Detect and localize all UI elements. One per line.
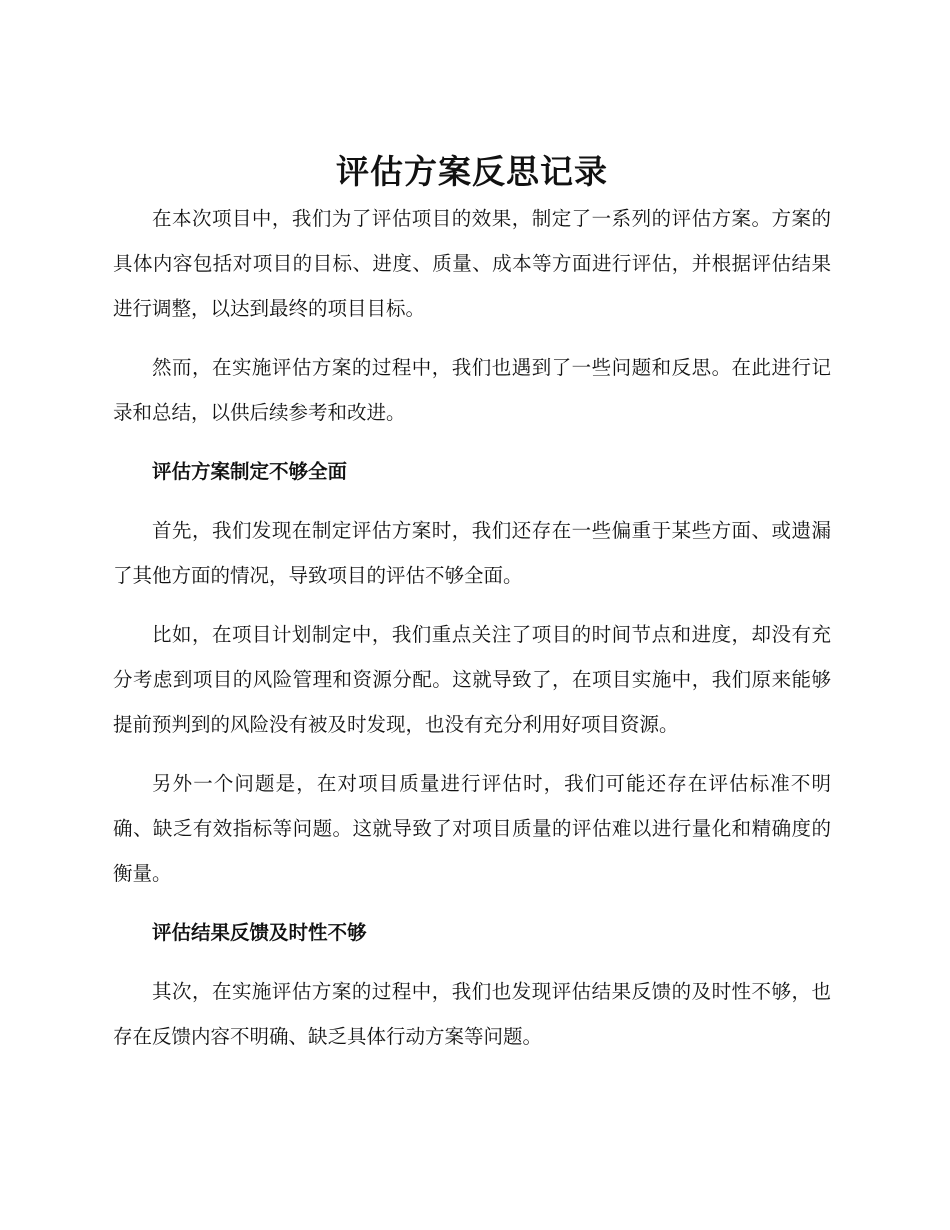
paragraph-reflection: 然而，在实施评估方案的过程中，我们也遇到了一些问题和反思。在此进行记录和总结，以供后续参考和改进。 (113, 356, 831, 424)
paragraph-quality-issue: 另外一个问题是，在对项目质量进行评估时，我们可能还存在评估标准不明确、缺乏有效指标等问题。这就导致了对项目质量的评估难以进行量化和精确度的衡量。 (113, 772, 831, 885)
paragraph-intro: 在本次项目中，我们为了评估项目的效果，制定了一系列的评估方案。方案的具体内容包括对项目的目标、进度、质量、成本等方面进行评估，并根据评估结果进行调整，以达到最终的项目目标。 (113, 207, 831, 320)
paragraph-second-issue: 其次，在实施评估方案的过程中，我们也发现评估结果反馈的及时性不够，也存在反馈内容不明确、缺乏具体行动方案等问题。 (113, 980, 831, 1048)
section-heading-incomplete-plan: 评估方案制定不够全面 (152, 460, 348, 483)
section-heading-feedback-timeliness: 评估结果反馈及时性不够 (152, 921, 367, 944)
paragraph-example: 比如，在项目计划制定中，我们重点关注了项目的时间节点和进度，却没有充分考虑到项目的风险管理和资源分配。这就导致了，在项目实施中，我们原来能够提前预判到的风险没有被及时发现，也没有充分利用好项目资源。 (113, 623, 831, 736)
document-page (113, 148, 831, 1073)
paragraph-first-issue: 首先，我们发现在制定评估方案时，我们还存在一些偏重于某些方面、或遗漏了其他方面的情况，导致项目的评估不够全面。 (113, 519, 831, 587)
document-title: 评估方案反思记录 (336, 152, 608, 191)
